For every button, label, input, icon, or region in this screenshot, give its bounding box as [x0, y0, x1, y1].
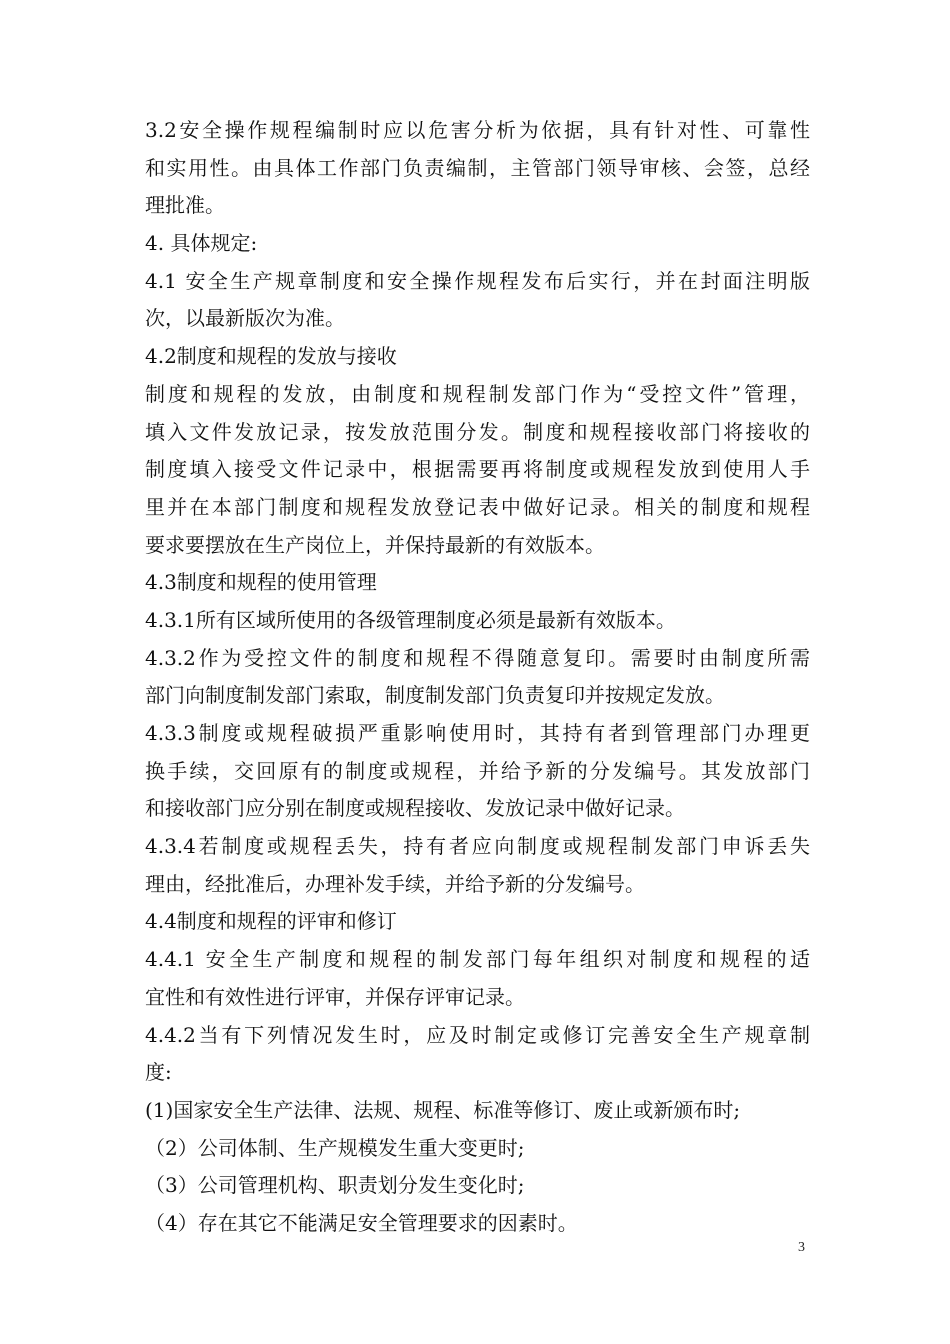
text-line: 制度和规程的发放，由制度和规程制发部门作为“受控文件”管理，: [145, 381, 810, 406]
text-line: 次，以最新版次为准。: [145, 306, 345, 331]
text-line: 和实用性。由具体工作部门负责编制，主管部门领导审核、会签，总经: [145, 155, 810, 180]
text-line: 度:: [145, 1060, 172, 1085]
section-heading: 4. 具体规定:: [145, 231, 258, 256]
text-line: 和接收部门应分别在制度或规程接收、发放记录中做好记录。: [145, 796, 685, 821]
list-item: （3）公司管理机构、职责划分发生变化时;: [145, 1173, 525, 1198]
text-line: 换手续，交回原有的制度或规程，并给予新的分发编号。其发放部门: [145, 758, 810, 783]
subsection-heading: 4.3制度和规程的使用管理: [145, 570, 377, 595]
text-line: 4.4.1 安全生产制度和规程的制发部门每年组织对制度和规程的适: [145, 947, 810, 972]
text-line: 4.3.2作为受控文件的制度和规程不得随意复印。需要时由制度所需: [145, 645, 810, 670]
text-line: 理批准。: [145, 193, 225, 218]
list-item: （2）公司体制、生产规模发生重大变更时;: [145, 1135, 525, 1160]
text-line: 理由，经批准后，办理补发手续，并给予新的分发编号。: [145, 871, 645, 896]
list-item: （4）存在其它不能满足安全管理要求的因素时。: [145, 1210, 578, 1235]
text-line: 制度填入接受文件记录中，根据需要再将制度或规程发放到使用人手: [145, 457, 810, 482]
text-line: 宜性和有效性进行评审，并保存评审记录。: [145, 984, 525, 1009]
text-line: 里并在本部门制度和规程发放登记表中做好记录。相关的制度和规程: [145, 494, 810, 519]
text-line: 4.3.1所有区域所使用的各级管理制度必须是最新有效版本。: [145, 607, 676, 632]
text-line: 4.3.4若制度或规程丢失，持有者应向制度或规程制发部门申诉丢失: [145, 834, 810, 859]
subsection-heading: 4.2制度和规程的发放与接收: [145, 344, 397, 369]
text-line: 4.3.3制度或规程破损严重影响使用时，其持有者到管理部门办理更: [145, 721, 810, 745]
text-line: 填入文件发放记录，按发放范围分发。制度和规程接收部门将接收的: [145, 419, 810, 444]
subsection-heading: 4.4制度和规程的评审和修订: [145, 909, 397, 934]
text-line: 3.2安全操作规程编制时应以危害分析为依据，具有针对性、可靠性: [145, 118, 810, 142]
list-item: (1)国家安全生产法律、法规、规程、标准等修订、废止或新颁布时;: [145, 1097, 741, 1122]
document-body: [145, 112, 810, 1243]
page-number: 3: [798, 1240, 805, 1255]
text-line: 4.4.2当有下列情况发生时，应及时制定或修订完善安全生产规章制: [145, 1022, 810, 1047]
text-line: 要求要摆放在生产岗位上，并保持最新的有效版本。: [145, 532, 605, 557]
text-line: 部门向制度制发部门索取，制度制发部门负责复印并按规定发放。: [145, 683, 725, 708]
text-line: 4.1 安全生产规章制度和安全操作规程发布后实行，并在封面注明版: [145, 268, 810, 293]
